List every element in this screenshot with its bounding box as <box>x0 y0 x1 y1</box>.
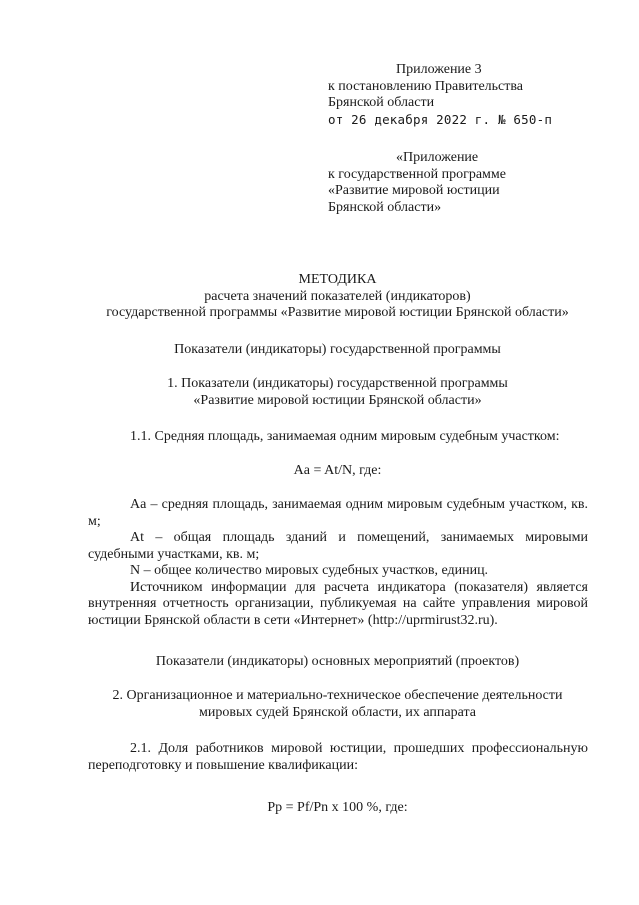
paragraph-2-1 <box>88 741 588 774</box>
paragraph-text: 2.1. Доля работников мировой юстиции, прошедших профессиональную переподготовку и повышение квалификации: <box>88 741 588 773</box>
paragraph-text: 1.1. Средняя площадь, занимаемая одним мировым судебным участком: <box>130 429 560 444</box>
method-subtitle: расчета значений показателей (индикаторов) <box>204 288 471 304</box>
section-2-title: 2. Организационное и материально-техническое обеспечение деятельности <box>112 688 563 703</box>
formula-1: Aa = At/N, где: <box>293 463 382 478</box>
program-appendix-line: Брянской области» <box>328 199 442 215</box>
definitions-block <box>88 497 588 629</box>
section-2-title: мировых судей Брянской области, их аппарата <box>199 704 476 720</box>
formula-2: Pp = Pf/Pn x 100 %, где: <box>267 800 408 815</box>
program-appendix-line: к государственной программе <box>328 166 506 182</box>
source-paragraph: Источником информации для расчета индикатора (показателя) является внутренняя отчетность организации, публикуемая на сайте управления мировой юстиции Брянской области в сети «Интернет» (http://uprmirust32.ru). <box>88 579 588 628</box>
section-heading-indicators: Показатели (индикаторы) государственной программы <box>174 342 501 357</box>
definition-at: At – общая площадь зданий и помещений, занимаемых мировыми судебными участками, кв. м; <box>88 530 588 562</box>
section-1-title: «Развитие мировой юстиции Брянской области» <box>193 392 482 408</box>
section-1-heading <box>60 376 615 409</box>
method-subtitle: государственной программы «Развитие мировой юстиции Брянской области» <box>106 305 569 320</box>
definition-aa: Aa – средняя площадь, занимаемая одним мировым судебным участком, кв. м; <box>88 497 588 529</box>
method-title-block <box>60 272 615 322</box>
program-appendix-header <box>328 150 628 216</box>
program-appendix-line: «Развитие мировой юстиции <box>328 183 500 198</box>
method-title: МЕТОДИКА <box>298 272 377 287</box>
definition-n: N – общее количество мировых судебных участков, единиц. <box>130 563 489 578</box>
program-appendix-title: «Приложение <box>396 150 479 165</box>
appendix-title: Приложение 3 <box>396 62 482 77</box>
appendix-date: от 26 декабря 2022 г. № 650-п <box>328 111 553 127</box>
paragraph-1-1 <box>88 429 588 446</box>
appendix-header <box>328 62 628 128</box>
section-2-heading <box>60 688 615 721</box>
section-1-title: 1. Показатели (индикаторы) государственной программы <box>167 376 508 391</box>
appendix-line: к постановлению Правительства <box>328 78 524 94</box>
appendix-line: Брянской области <box>328 95 435 110</box>
section-heading-events: Показатели (индикаторы) основных мероприятий (проектов) <box>155 654 520 669</box>
